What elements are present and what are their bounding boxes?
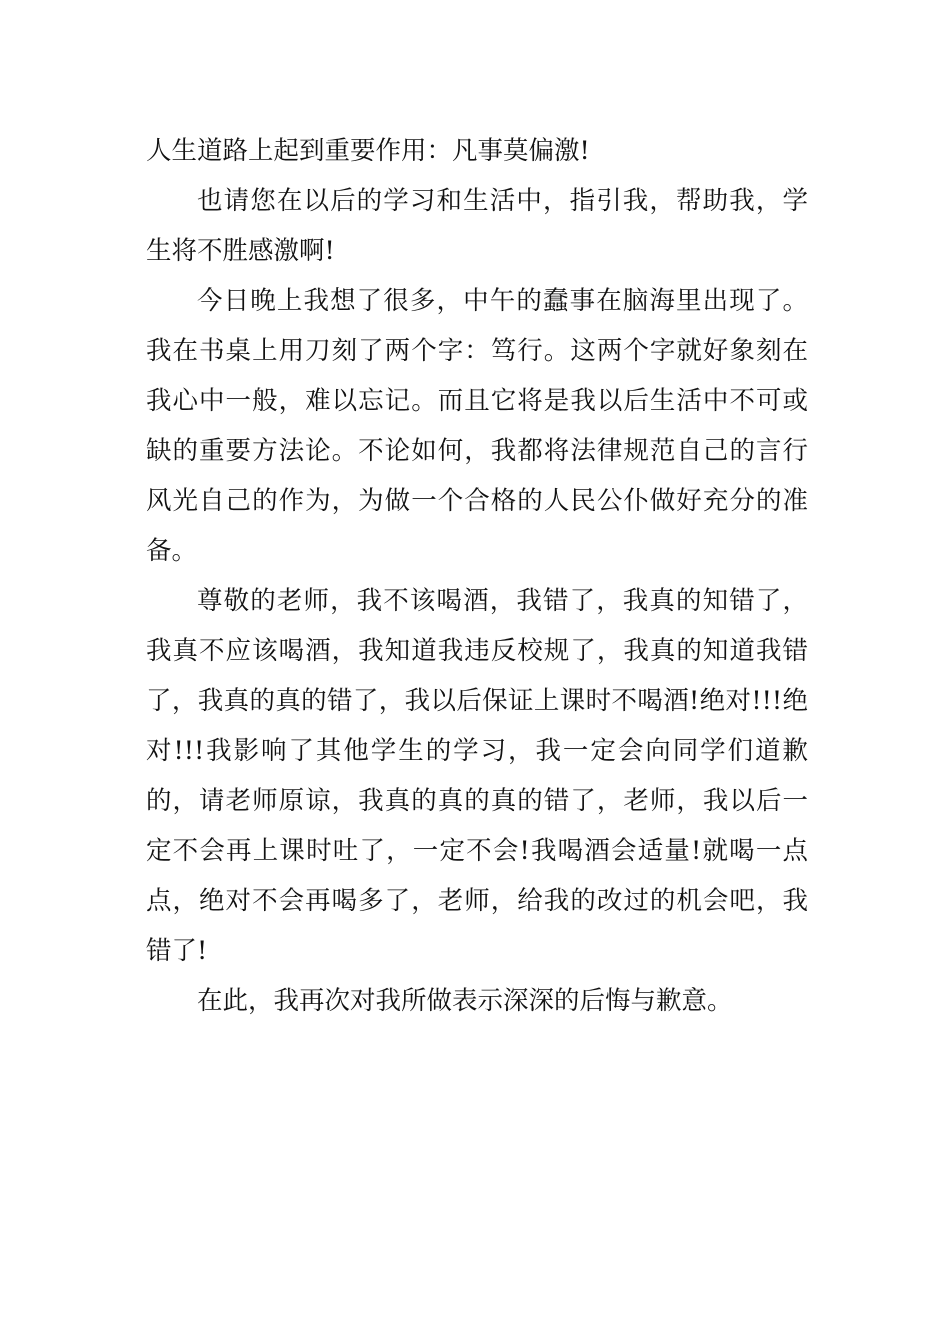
paragraph-2: 也请您在以后的学习和生活中，指引我，帮助我，学生将不胜感激啊! xyxy=(146,186,808,266)
paragraph-5: 在此，我再次对我所做表示深深的后悔与歉意。 xyxy=(197,986,733,1016)
paragraph-1: 人生道路上起到重要作用：凡事莫偏激! xyxy=(146,136,590,166)
paragraph-4: 尊敬的老师，我不该喝酒，我错了，我真的知错了，我真不应该喝酒，我知道我违反校规了，我真的知道我错了，我真的真的错了，我以后保证上课时不喝酒!绝对!!!绝对!!!我影响了其他学生的学习，我一定会向同学们道歉的，请老师原谅，我真的真的真的错了，老师，我以后一定不会再上课时吐了，一定不会!我喝酒会适量!就喝一点点，绝对不会再喝多了，老师，给我的改过的机会吧，我错了! xyxy=(146,586,808,966)
document-body xyxy=(146,126,808,1026)
paragraph-3: 今日晚上我想了很多，中午的蠢事在脑海里出现了。我在书桌上用刀刻了两个字：笃行。这两个字就好象刻在我心中一般，难以忘记。而且它将是我以后生活中不可或缺的重要方法论。不论如何，我都将法律规范自己的言行风光自己的作为，为做一个合格的人民公仆做好充分的准备。 xyxy=(146,286,808,566)
